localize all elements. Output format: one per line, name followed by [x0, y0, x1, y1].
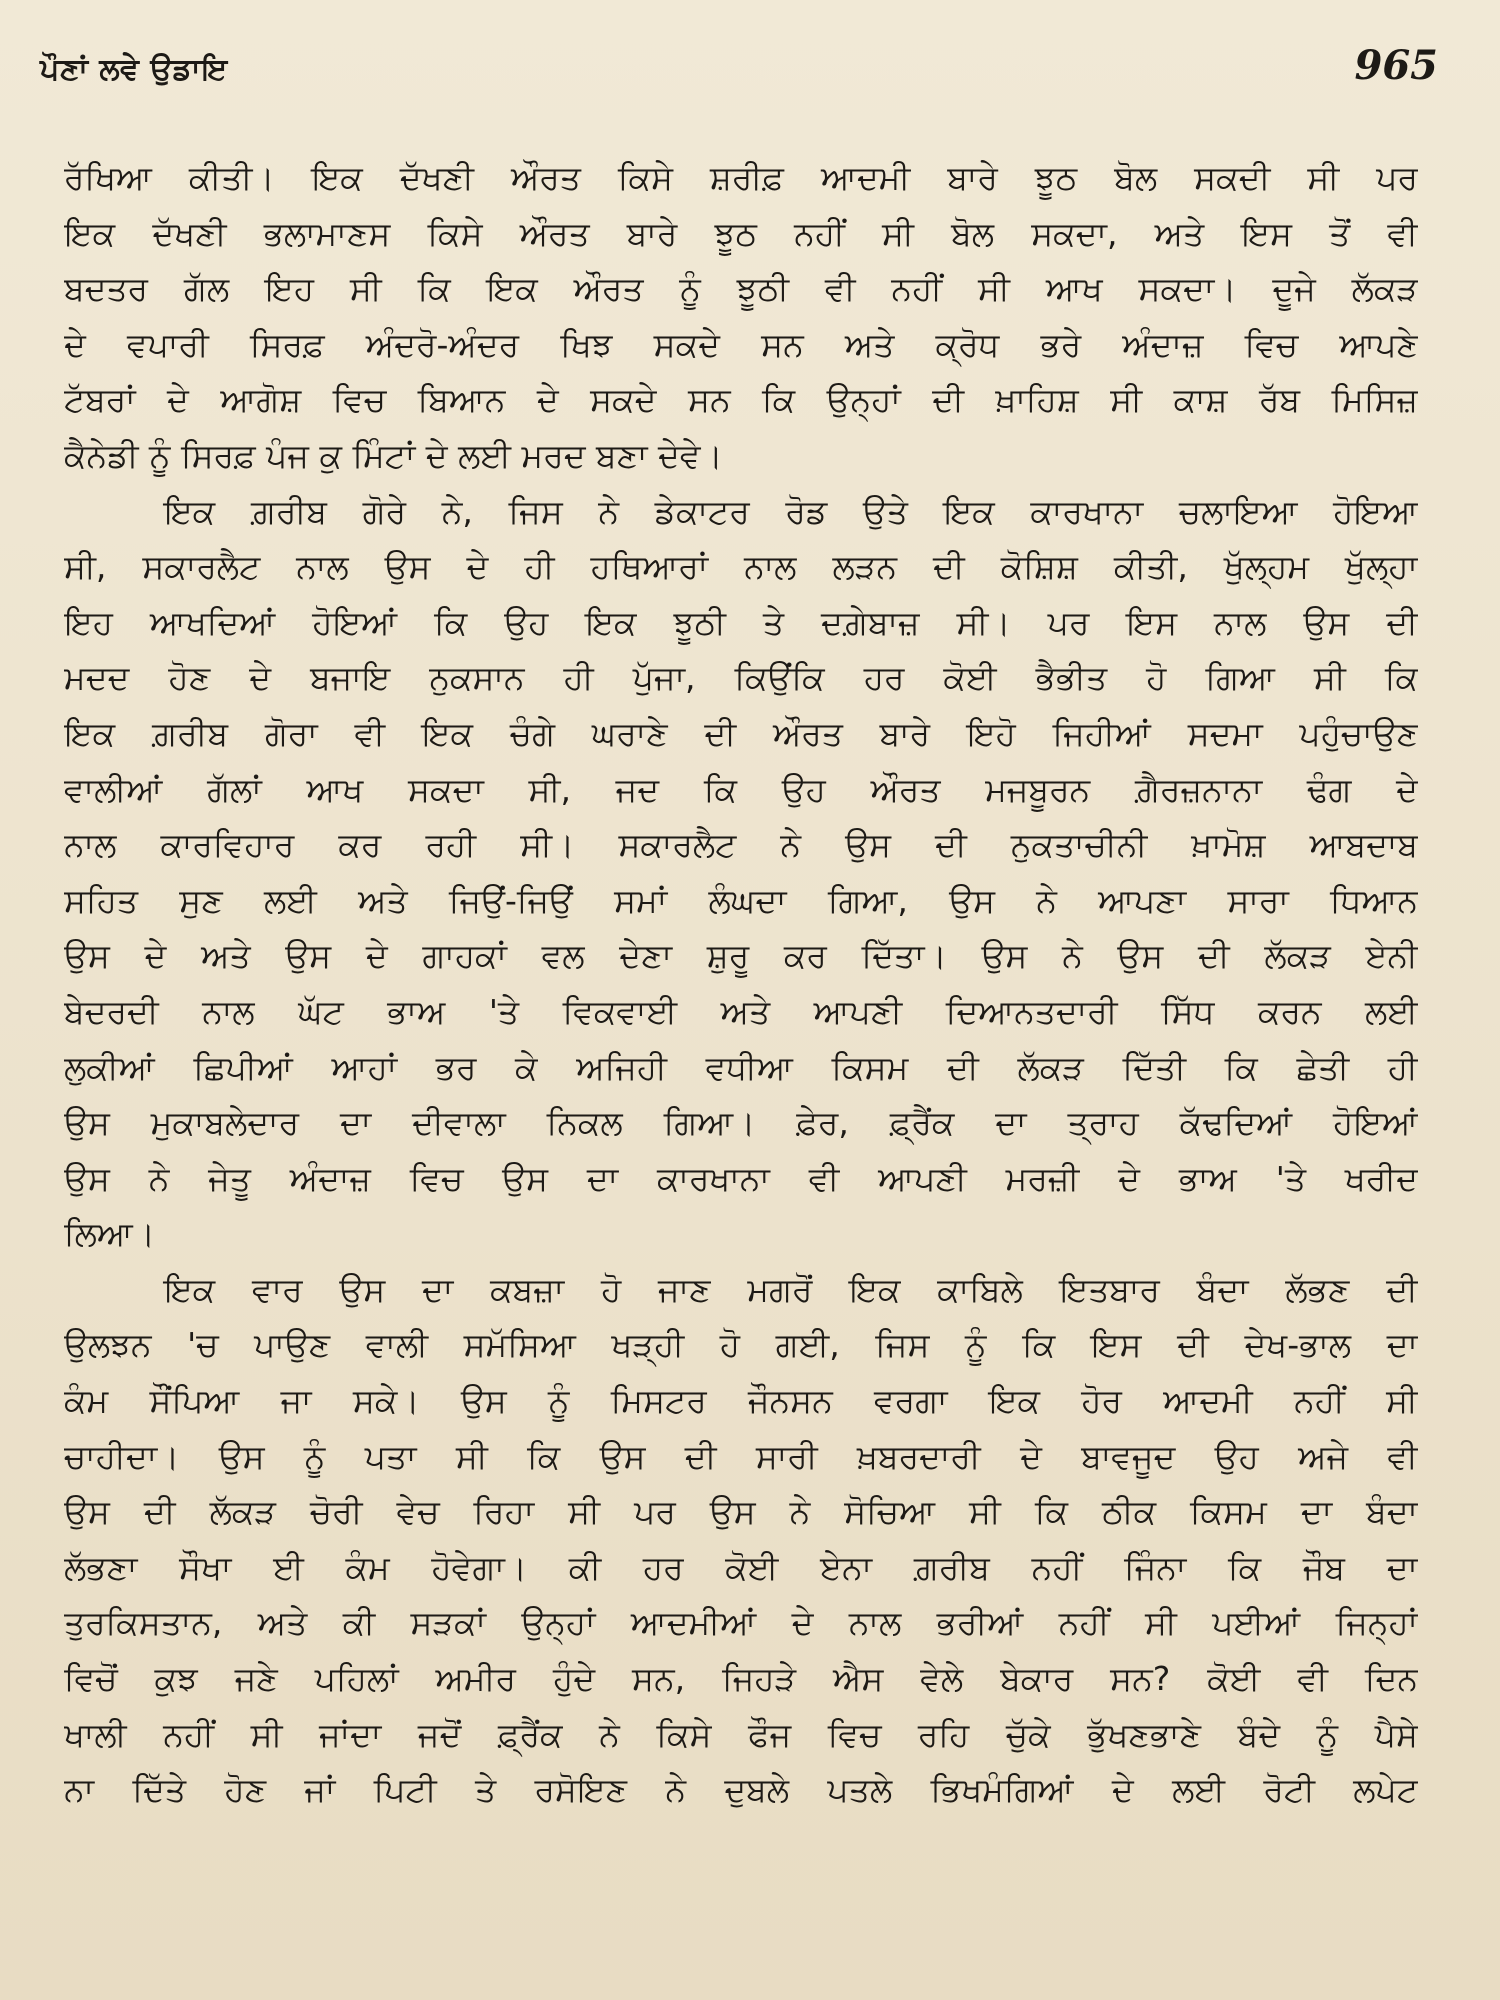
- text-line: ਉਸ ਨੇ ਜੇਤੂ ਅੰਦਾਜ਼ ਵਿਚ ਉਸ ਦਾ ਕਾਰਖਾਨਾ ਵੀ ਆਪਣੀ ਮਰਜ਼ੀ ਦੇ ਭਾਅ 'ਤੇ ਖਰੀਦ: [64, 1158, 1418, 1198]
- page-number: 965: [1354, 42, 1438, 89]
- text-line: ਉਸ ਮੁਕਾਬਲੇਦਾਰ ਦਾ ਦੀਵਾਲਾ ਨਿਕਲ ਗਿਆ। ਫ਼ੇਰ, ਫ਼੍ਰੈਂਕ ਦਾ ਤ੍ਰਾਹ ਕੱਢਦਿਆਂ ਹੋਇਆਂ: [64, 1103, 1418, 1143]
- text-line: ਉਸ ਦੀ ਲੱਕੜ ਚੋਰੀ ਵੇਚ ਰਿਹਾ ਸੀ ਪਰ ਉਸ ਨੇ ਸੋਚਿਆ ਸੀ ਕਿ ਠੀਕ ਕਿਸਮ ਦਾ ਬੰਦਾ: [64, 1492, 1418, 1532]
- text-line: ਤੁਰਕਿਸਤਾਨ, ਅਤੇ ਕੀ ਸੜਕਾਂ ਉਨ੍ਹਾਂ ਆਦਮੀਆਂ ਦੇ ਨਾਲ ਭਰੀਆਂ ਨਹੀਂ ਸੀ ਪਈਆਂ ਜਿਨ੍ਹਾਂ: [64, 1603, 1418, 1643]
- text-line: ਟੱਬਰਾਂ ਦੇ ਆਗੋਸ਼ ਵਿਚ ਬਿਆਨ ਦੇ ਸਕਦੇ ਸਨ ਕਿ ਉਨ੍ਹਾਂ ਦੀ ਖ਼ਾਹਿਸ਼ ਸੀ ਕਾਸ਼ ਰੱਬ ਮਿਸਿਜ਼: [64, 380, 1418, 420]
- text-line: ਇਕ ਦੱਖਣੀ ਭਲਾਮਾਣਸ ਕਿਸੇ ਔਰਤ ਬਾਰੇ ਝੂਠ ਨਹੀਂ ਸੀ ਬੋਲ ਸਕਦਾ, ਅਤੇ ਇਸ ਤੋਂ ਵੀ: [64, 213, 1418, 253]
- text-line: ਬੇਦਰਦੀ ਨਾਲ ਘੱਟ ਭਾਅ 'ਤੇ ਵਿਕਵਾਈ ਅਤੇ ਆਪਣੀ ਦਿਆਨਤਦਾਰੀ ਸਿੱਧ ਕਰਨ ਲਈ: [64, 991, 1418, 1031]
- text-line: ਇਕ ਗ਼ਰੀਬ ਗੋਰਾ ਵੀ ਇਕ ਚੰਗੇ ਘਰਾਣੇ ਦੀ ਔਰਤ ਬਾਰੇ ਇਹੋ ਜਿਹੀਆਂ ਸਦਮਾ ਪਹੁੰਚਾਉਣ: [64, 713, 1418, 753]
- text-line: ਲਿਆ।: [64, 1214, 156, 1254]
- text-line: ਨਾ ਦਿੱਤੇ ਹੋਣ ਜਾਂ ਪਿਟੀ ਤੇ ਰਸੋਇਣ ਨੇ ਦੁਬਲੇ ਪਤਲੇ ਭਿਖਮੰਗਿਆਂ ਦੇ ਲਈ ਰੋਟੀ ਲਪੇਟ: [64, 1770, 1418, 1810]
- text-line: ਸੀ, ਸਕਾਰਲੈਟ ਨਾਲ ਉਸ ਦੇ ਹੀ ਹਥਿਆਰਾਂ ਨਾਲ ਲੜਨ ਦੀ ਕੋਸ਼ਿਸ਼ ਕੀਤੀ, ਖੁੱਲ੍ਹਮ ਖੁੱਲ੍ਹਾ: [64, 547, 1418, 587]
- text-line: ਕੰਮ ਸੌਂਪਿਆ ਜਾ ਸਕੇ। ਉਸ ਨੂੰ ਮਿਸਟਰ ਜੌਨਸਨ ਵਰਗਾ ਇਕ ਹੋਰ ਆਦਮੀ ਨਹੀਂ ਸੀ: [64, 1381, 1418, 1421]
- text-line: ਇਹ ਆਖਦਿਆਂ ਹੋਇਆਂ ਕਿ ਉਹ ਇਕ ਝੂਠੀ ਤੇ ਦਗ਼ੇਬਾਜ਼ ਸੀ। ਪਰ ਇਸ ਨਾਲ ਉਸ ਦੀ: [64, 602, 1418, 642]
- text-line: ਬਦਤਰ ਗੱਲ ਇਹ ਸੀ ਕਿ ਇਕ ਔਰਤ ਨੂੰ ਝੂਠੀ ਵੀ ਨਹੀਂ ਸੀ ਆਖ ਸਕਦਾ। ਦੂਜੇ ਲੱਕੜ: [64, 269, 1418, 309]
- text-line: ਰੱਖਿਆ ਕੀਤੀ। ਇਕ ਦੱਖਣੀ ਔਰਤ ਕਿਸੇ ਸ਼ਰੀਫ਼ ਆਦਮੀ ਬਾਰੇ ਝੂਠ ਬੋਲ ਸਕਦੀ ਸੀ ਪਰ: [64, 158, 1418, 197]
- body-text: [64, 150, 1418, 1818]
- text-line: ਉਸ ਦੇ ਅਤੇ ਉਸ ਦੇ ਗਾਹਕਾਂ ਵਲ ਦੇਣਾ ਸ਼ੁਰੂ ਕਰ ਦਿੱਤਾ। ਉਸ ਨੇ ਉਸ ਦੀ ਲੱਕੜ ਏਨੀ: [64, 936, 1418, 976]
- text-line: ਦੇ ਵਪਾਰੀ ਸਿਰਫ਼ ਅੰਦਰੋ-ਅੰਦਰ ਖਿਝ ਸਕਦੇ ਸਨ ਅਤੇ ਕ੍ਰੋਧ ਭਰੇ ਅੰਦਾਜ਼ ਵਿਚ ਆਪਣੇ: [64, 324, 1418, 364]
- text-line: ਲੁਕੀਆਂ ਛਿਪੀਆਂ ਆਹਾਂ ਭਰ ਕੇ ਅਜਿਹੀ ਵਧੀਆ ਕਿਸਮ ਦੀ ਲੱਕੜ ਦਿੱਤੀ ਕਿ ਛੇਤੀ ਹੀ: [64, 1047, 1418, 1087]
- text-line: ਇਕ ਗ਼ਰੀਬ ਗੋਰੇ ਨੇ, ਜਿਸ ਨੇ ਡੇਕਾਟਰ ਰੋਡ ਉਤੇ ਇਕ ਕਾਰਖਾਨਾ ਚਲਾਇਆ ਹੋਇਆ: [164, 491, 1418, 531]
- text-line: ਲੱਭਣਾ ਸੌਖਾ ਈ ਕੰਮ ਹੋਵੇਗਾ। ਕੀ ਹਰ ਕੋਈ ਏਨਾ ਗ਼ਰੀਬ ਨਹੀਂ ਜਿੰਨਾ ਕਿ ਜੌਬ ਦਾ: [64, 1547, 1418, 1587]
- text-line: ਸਹਿਤ ਸੁਣ ਲਈ ਅਤੇ ਜਿਉਂ-ਜਿਉਂ ਸਮਾਂ ਲੰਘਦਾ ਗਿਆ, ਉਸ ਨੇ ਆਪਣਾ ਸਾਰਾ ਧਿਆਨ: [64, 880, 1418, 920]
- text-line: ਵਿਚੋਂ ਕੁਝ ਜਣੇ ਪਹਿਲਾਂ ਅਮੀਰ ਹੁੰਦੇ ਸਨ, ਜਿਹੜੇ ਐਸ ਵੇਲੇ ਬੇਕਾਰ ਸਨ? ਕੋਈ ਵੀ ਦਿਨ: [64, 1659, 1418, 1699]
- text-line: ਉਲਝਨ 'ਚ ਪਾਉਣ ਵਾਲੀ ਸਮੱਸਿਆ ਖੜ੍ਹੀ ਹੋ ਗਈ, ਜਿਸ ਨੂੰ ਕਿ ਇਸ ਦੀ ਦੇਖ-ਭਾਲ ਦਾ: [64, 1325, 1418, 1365]
- text-line: ਕੈਨੇਡੀ ਨੂੰ ਸਿਰਫ਼ ਪੰਜ ਕੁ ਮਿੰਟਾਂ ਦੇ ਲਈ ਮਰਦ ਬਣਾ ਦੇਵੇ।: [64, 435, 723, 475]
- text-line: ਖਾਲੀ ਨਹੀਂ ਸੀ ਜਾਂਦਾ ਜਦੋਂ ਫ਼੍ਰੈਂਕ ਨੇ ਕਿਸੇ ਫੌਜ ਵਿਚ ਰਹਿ ਚੁੱਕੇ ਭੁੱਖਣਭਾਣੇ ਬੰਦੇ ਨੂੰ ਪੈਸੇ: [64, 1714, 1418, 1754]
- text-line: ਮਦਦ ਹੋਣ ਦੇ ਬਜਾਇ ਨੁਕਸਾਨ ਹੀ ਪੁੱਜਾ, ਕਿਉਂਕਿ ਹਰ ਕੋਈ ਭੈਭੀਤ ਹੋ ਗਿਆ ਸੀ ਕਿ: [64, 658, 1418, 698]
- text-line: ਨਾਲ ਕਾਰਵਿਹਾਰ ਕਰ ਰਹੀ ਸੀ। ਸਕਾਰਲੈਟ ਨੇ ਉਸ ਦੀ ਨੁਕਤਾਚੀਨੀ ਖ਼ਾਮੋਸ਼ ਆਬਦਾਬ: [64, 825, 1418, 865]
- running-title: ਪੌਣਾਂ ਲਵੇ ਉਡਾਇ: [40, 52, 228, 87]
- text-line: ਚਾਹੀਦਾ। ਉਸ ਨੂੰ ਪਤਾ ਸੀ ਕਿ ਉਸ ਦੀ ਸਾਰੀ ਖ਼ਬਰਦਾਰੀ ਦੇ ਬਾਵਜੂਦ ਉਹ ਅਜੇ ਵੀ: [64, 1436, 1418, 1476]
- text-line: ਇਕ ਵਾਰ ਉਸ ਦਾ ਕਬਜ਼ਾ ਹੋ ਜਾਣ ਮਗਰੋਂ ਇਕ ਕਾਬਿਲੇ ਇਤਬਾਰ ਬੰਦਾ ਲੱਭਣ ਦੀ: [164, 1269, 1418, 1309]
- text-line: ਵਾਲੀਆਂ ਗੱਲਾਂ ਆਖ ਸਕਦਾ ਸੀ, ਜਦ ਕਿ ਉਹ ਔਰਤ ਮਜਬੂਰਨ ਗ਼ੈਰਜ਼ਨਾਨਾ ਢੰਗ ਦੇ: [64, 769, 1418, 809]
